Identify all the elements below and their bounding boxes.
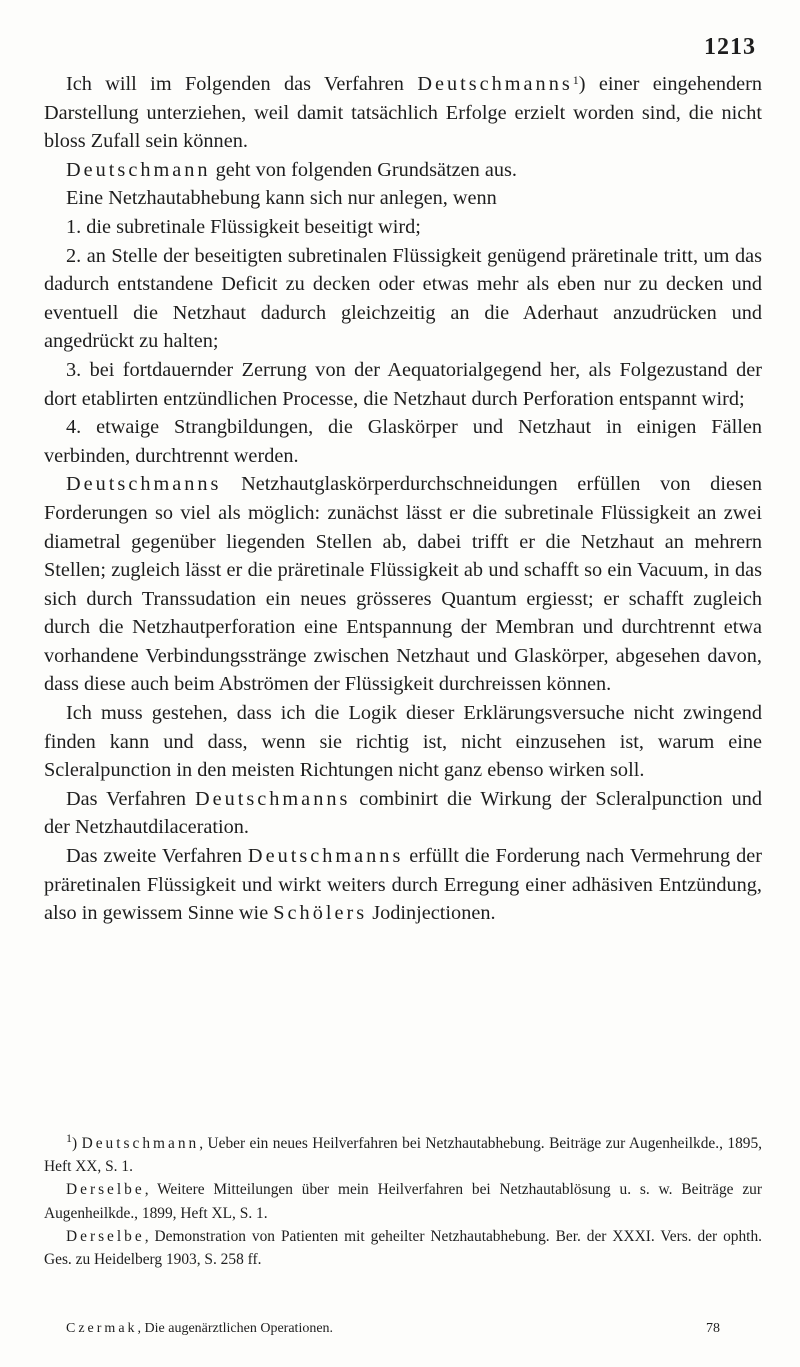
page-number: 1213 — [704, 34, 756, 60]
author-name: Derselbe — [66, 1181, 145, 1199]
running-footer — [66, 1321, 720, 1337]
signature-mark: 78 — [706, 1321, 720, 1336]
paragraph-2: Deutschmann geht von folgenden Grundsätzen aus. — [66, 158, 517, 181]
author-name: Schölers — [273, 902, 368, 925]
list-item-1: 1. die subretinale Flüssigkeit beseitigt wird; — [66, 215, 421, 238]
author-name: Deutschmanns — [194, 787, 351, 810]
paragraph-1: Ich will im Folgenden das Verfahren Deutschmanns$^1$) einer eingehendern Darstellung unterziehen, weil damit tatsächlich Erfolge erzielt worden sind, die nicht bloss Zufall sein können. — [44, 73, 762, 153]
paragraph-11: Das zweite Verfahren Deutschmanns erfüllt die Forderung nach Vermehrung der präretinalen Flüssigkeit und wirkt weiters durch Erregung einer adhäsiven Entzündung, also in gewissem Sinne wie Schölers Jodinjectionen. — [44, 845, 762, 925]
paragraph-10: Das Verfahren Deutschmanns combinirt die Wirkung der Scleralpunction und der Netzhautdilaceration. — [44, 787, 762, 839]
list-item-4: 4. etwaige Strangbildungen, die Glaskörper und Netzhaut in einigen Fällen verbinden, durchtrennt werden. — [44, 416, 762, 467]
list-item-2: 2. an Stelle der beseitigten subretinalen Flüssigkeit genügend präretinale tritt, um das dadurch entstandene Deficit zu decken oder etwas mehr als eben nur zu decken und eventuell die Netzhaut dadurch gleichzeitig an die Aderhaut anzudrücken und angedrückt zu halten; — [44, 244, 762, 353]
footnote-1: $^1$) Deutschmann, Ueber ein neues Heilverfahren bei Netzhautabhebung. Beiträge zur Augenheilkde., 1895, Heft XX, S. 1. — [44, 1131, 762, 1176]
list-item-3: 3. bei fortdauernder Zerrung von der Aequatorialgegend her, als Folgezustand der dort etablirten entzündlichen Processe, die Netzhaut durch Perforation entspannt wird; — [44, 358, 762, 410]
paragraph-9: Ich muss gestehen, dass ich die Logik dieser Erklärungsversuche nicht zwingend finden kann und dass, wenn sie richtig ist, nicht einzusehen ist, warum eine Scleralpunction in den meisten Richtungen nicht ganz ebenso wirken soll. — [44, 702, 762, 782]
paragraph-8: Deutschmanns Netzhautglaskörperdurchschneidungen erfüllen von diesen Forderungen so viel als möglich: zunächst lässt er die subretinale Flüssigkeit an zwei diametral gegenüber liegenden Stellen ab, dabei trifft er die Netzhaut an mehrern Stellen; zugleich lässt er die präretinale Flüssigkeit ab und schafft so ein Vacuum, in das sich durch Transsudation ein neues grösseres Quantum ergiesst; er schafft zugleich durch die Netzhautperforation eine Entspannung der Membran und durchtrennt etwa vorhandene Verbindungsstränge zwischen Netzhaut und Glaskörper, abgesehen davon, dass diese auch beim Abströmen der Flüssigkeit durchreissen können. — [44, 473, 762, 696]
author-name: Deutschmanns — [247, 845, 404, 868]
body-text — [44, 70, 762, 928]
book-title: Czermak, Die augenärztlichen Operationen. — [66, 1321, 334, 1336]
paragraph-3: Eine Netzhautabhebung kann sich nur anlegen, wenn — [66, 187, 497, 210]
author-name: Deutschmanns — [66, 473, 222, 496]
footnotes — [44, 1132, 762, 1271]
footnote-3: Derselbe, Demonstration von Patienten mit geheilter Netzhautabhebung. Ber. der XXXI. Vers. der ophth. Ges. zu Heidelberg 1903, S. 258 ff. — [44, 1227, 762, 1269]
author-name: Deutschmann — [66, 158, 211, 181]
author-name: Deutschmanns — [417, 73, 573, 95]
footnote-marker: 1 — [572, 73, 579, 87]
author-name: Deutschmann — [81, 1135, 200, 1152]
author-name: Derselbe — [66, 1227, 145, 1245]
footnote-number: 1 — [66, 1131, 72, 1145]
author-name: Czermak — [66, 1321, 138, 1336]
footnote-2: Derselbe, Weitere Mitteilungen über mein Heilverfahren bei Netzhautablösung u. s. w. Beiträge zur Augenheilkde., 1899, Heft XL, S. 1. — [44, 1181, 762, 1222]
